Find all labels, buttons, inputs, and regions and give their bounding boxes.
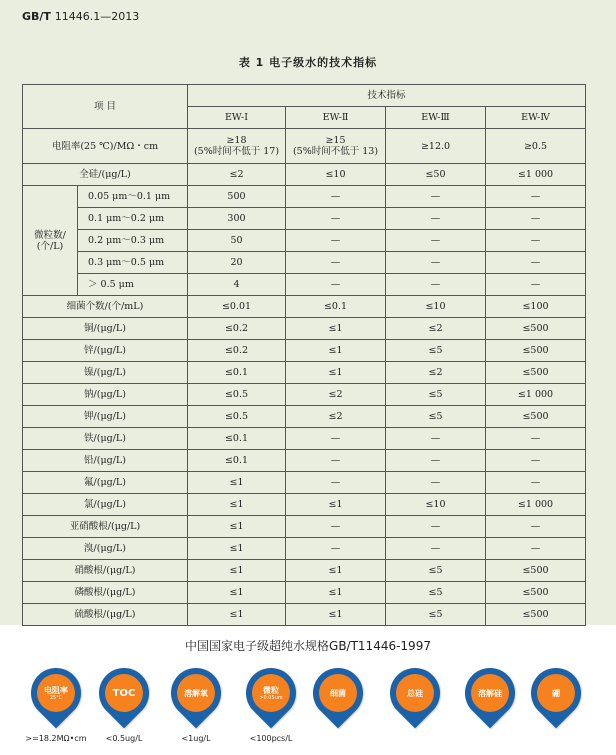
table-cell: ≤5 xyxy=(386,582,486,604)
table-cell: — xyxy=(386,450,486,472)
particle-size-label: 0.05 μm～0.1 μm xyxy=(78,186,188,208)
table-cell: ≤5 xyxy=(386,406,486,428)
map-pin-icon xyxy=(521,658,592,729)
table-cell: — xyxy=(286,230,386,252)
table-cell: ≤1 xyxy=(286,604,386,626)
badge-title: TOC xyxy=(112,687,136,699)
cell-value: ≥18 xyxy=(226,135,247,146)
table-cell: — xyxy=(486,450,586,472)
badge-subtitle: >0.05um xyxy=(259,694,283,701)
table-row xyxy=(23,208,586,230)
table-cell: ≤1 xyxy=(188,516,286,538)
map-pin-icon xyxy=(89,658,160,729)
particle-size-label: 0.2 μm～0.3 μm xyxy=(78,230,188,252)
table-cell: ≤1 xyxy=(286,494,386,516)
badge-title: 硼 xyxy=(552,688,560,698)
particle-group-label xyxy=(23,186,78,296)
row-label: 氟/(μg/L) xyxy=(23,472,188,494)
row-label: 磷酸根/(μg/L) xyxy=(23,582,188,604)
table-cell: — xyxy=(486,230,586,252)
spec-badge xyxy=(236,668,306,755)
table-cell: — xyxy=(386,538,486,560)
table-cell: ≤0.1 xyxy=(286,296,386,318)
row-label: 溴/(μg/L) xyxy=(23,538,188,560)
map-pin-icon xyxy=(161,658,232,729)
table-cell: — xyxy=(386,428,486,450)
table-cell: ≤0.1 xyxy=(188,362,286,384)
table-cell: ≤2 xyxy=(386,318,486,340)
map-pin-icon xyxy=(303,658,374,729)
standard-prefix: GB/T xyxy=(22,10,51,23)
table-cell: ≤500 xyxy=(486,340,586,362)
table-cell: ≤500 xyxy=(486,582,586,604)
table-cell xyxy=(286,129,386,164)
spec-badge xyxy=(380,668,450,755)
table-cell: — xyxy=(386,274,486,296)
row-label: 钠/(μg/L) xyxy=(23,384,188,406)
row-label: 电阻率(25 ℃)/MΩ・cm xyxy=(23,129,188,164)
particle-size-label: 0.1 μm～0.2 μm xyxy=(78,208,188,230)
spec-badge xyxy=(303,668,373,755)
table-cell: ≤10 xyxy=(386,494,486,516)
table-cell: — xyxy=(286,252,386,274)
table-cell: ≤500 xyxy=(486,318,586,340)
row-label: 镍/(μg/L) xyxy=(23,362,188,384)
row-label: 铜/(μg/L) xyxy=(23,318,188,340)
table-row xyxy=(23,604,586,626)
spec-badges xyxy=(0,668,616,755)
cell-note: (5%时间不低于 17) xyxy=(193,146,280,157)
badge-title: 溶解硅 xyxy=(478,688,502,698)
table-cell: ≤1 xyxy=(188,604,286,626)
table-cell: ≤500 xyxy=(486,362,586,384)
map-pin-icon xyxy=(21,658,92,729)
badge-value: <0.5ug/L xyxy=(105,734,143,743)
table-row xyxy=(23,296,586,318)
table-cell: ≤0.2 xyxy=(188,318,286,340)
row-label: 硫酸根/(μg/L) xyxy=(23,604,188,626)
water-spec-table xyxy=(22,84,586,626)
particle-group-line: (个/L) xyxy=(36,240,64,252)
table-cell: ≤0.5 xyxy=(188,384,286,406)
table-row xyxy=(23,230,586,252)
particle-size-label: 0.3 μm～0.5 μm xyxy=(78,252,188,274)
table-cell: 4 xyxy=(188,274,286,296)
table-cell: ≤1 000 xyxy=(486,494,586,516)
table-cell: ≤1 xyxy=(286,582,386,604)
row-label: 全硅/(μg/L) xyxy=(23,164,188,186)
row-label: 铁/(μg/L) xyxy=(23,428,188,450)
table-cell: — xyxy=(286,186,386,208)
row-label: 钾/(μg/L) xyxy=(23,406,188,428)
table-cell xyxy=(188,129,286,164)
table-cell: ≤0.1 xyxy=(188,450,286,472)
map-pin-icon xyxy=(455,658,526,729)
table-cell: ≤500 xyxy=(486,560,586,582)
badge-value: <1ug/L xyxy=(181,734,211,743)
table-row xyxy=(23,340,586,362)
table-cell: ≤0.1 xyxy=(188,428,286,450)
table-cell: — xyxy=(486,428,586,450)
table-cell: ≤0.2 xyxy=(188,340,286,362)
table-cell: — xyxy=(486,516,586,538)
table-cell: ≤1 000 xyxy=(486,384,586,406)
table-row xyxy=(23,560,586,582)
badge-title: 微粒 xyxy=(263,685,279,695)
table-cell: — xyxy=(386,230,486,252)
table-row xyxy=(23,186,586,208)
table-row xyxy=(23,252,586,274)
badge-subtitle: 25°C xyxy=(49,694,63,701)
badge-title: 溶解氧 xyxy=(184,688,208,698)
table-cell: ≤2 xyxy=(286,384,386,406)
table-cell: ≤5 xyxy=(386,340,486,362)
table-row xyxy=(23,362,586,384)
standard-number: 11446.1—2013 xyxy=(54,10,140,23)
header-grade: EW-Ⅰ xyxy=(188,107,286,129)
badge-circle xyxy=(319,674,357,712)
table-cell: ≤0.5 xyxy=(188,406,286,428)
spec-badge xyxy=(455,668,525,755)
table-row xyxy=(23,274,586,296)
badge-circle xyxy=(471,674,509,712)
spec-badge xyxy=(89,668,159,755)
badge-circle xyxy=(37,674,75,712)
table-row xyxy=(23,406,586,428)
table-cell: — xyxy=(486,186,586,208)
table-cell: 50 xyxy=(188,230,286,252)
table-row xyxy=(23,318,586,340)
table-cell: — xyxy=(286,208,386,230)
badge-circle xyxy=(177,674,215,712)
table-cell: — xyxy=(286,274,386,296)
table-cell: — xyxy=(286,428,386,450)
badge-circle xyxy=(252,674,290,712)
spec-badge xyxy=(161,668,231,755)
spec-badge xyxy=(521,668,591,755)
table-cell: — xyxy=(486,472,586,494)
cell-note: (5%时间不低于 13) xyxy=(292,146,379,157)
table-cell: ≤1 xyxy=(286,340,386,362)
table-cell: ≤2 xyxy=(386,362,486,384)
table-cell: ≥12.0 xyxy=(386,129,486,164)
table-row xyxy=(23,428,586,450)
table-row xyxy=(23,472,586,494)
badge-title: 电阻率 xyxy=(44,685,68,695)
badge-value: >=18.2MΩ•cm xyxy=(25,734,87,743)
map-pin-icon xyxy=(380,658,451,729)
table-cell: ≤50 xyxy=(386,164,486,186)
table-cell: ≤1 xyxy=(286,560,386,582)
table-row xyxy=(23,384,586,406)
row-label: 细菌个数/(个/mL) xyxy=(23,296,188,318)
table-row xyxy=(23,129,586,164)
table-cell: — xyxy=(286,538,386,560)
table-cell: — xyxy=(486,252,586,274)
table-title: 表 1 电子级水的技术指标 xyxy=(238,56,378,69)
row-label: 硝酸根/(μg/L) xyxy=(23,560,188,582)
table-cell: ≤10 xyxy=(286,164,386,186)
standard-code xyxy=(22,10,139,23)
table-cell: ≤5 xyxy=(386,604,486,626)
table-header-row xyxy=(23,85,586,107)
table-cell: ≤2 xyxy=(188,164,286,186)
table-cell: 500 xyxy=(188,186,286,208)
map-pin-icon xyxy=(236,658,307,729)
table-cell: ≥0.5 xyxy=(486,129,586,164)
header-spec-group: 技术指标 xyxy=(188,85,586,107)
badge-value: <100pcs/L xyxy=(249,734,293,743)
table-cell: ≤2 xyxy=(286,406,386,428)
table-cell: ≤5 xyxy=(386,560,486,582)
table-cell: ≤1 xyxy=(188,560,286,582)
table-cell: — xyxy=(486,538,586,560)
table-cell: — xyxy=(286,516,386,538)
table-cell: ≤1 xyxy=(188,494,286,516)
table-row xyxy=(23,494,586,516)
badge-circle xyxy=(396,674,434,712)
cell-value: ≥15 xyxy=(325,135,346,146)
table-cell: — xyxy=(386,186,486,208)
particle-size-label: ＞ 0.5 μm xyxy=(78,274,188,296)
table-cell: 20 xyxy=(188,252,286,274)
table-cell: ≤100 xyxy=(486,296,586,318)
image-caption: 中国国家电子级超纯水规格GB/T11446-1997 xyxy=(185,639,431,653)
header-grade: EW-Ⅲ xyxy=(386,107,486,129)
header-item: 项 目 xyxy=(23,85,188,129)
table-cell: 300 xyxy=(188,208,286,230)
table-row xyxy=(23,164,586,186)
table-cell: ≤1 xyxy=(188,582,286,604)
badge-circle xyxy=(105,674,143,712)
badge-circle xyxy=(537,674,575,712)
table-cell: — xyxy=(386,472,486,494)
table-row xyxy=(23,516,586,538)
table-row xyxy=(23,538,586,560)
table-cell: — xyxy=(386,516,486,538)
header-grade: EW-Ⅱ xyxy=(286,107,386,129)
table-cell: — xyxy=(286,450,386,472)
table-cell: ≤1 xyxy=(188,472,286,494)
table-cell: ≤1 xyxy=(188,538,286,560)
table-cell: — xyxy=(286,472,386,494)
table-cell: ≤500 xyxy=(486,604,586,626)
table-cell: ≤1 000 xyxy=(486,164,586,186)
table-cell: ≤1 xyxy=(286,318,386,340)
table-cell: ≤0.01 xyxy=(188,296,286,318)
table-cell: ≤5 xyxy=(386,384,486,406)
table-cell: ≤1 xyxy=(286,362,386,384)
table-cell: — xyxy=(386,252,486,274)
table-cell: — xyxy=(486,274,586,296)
badge-title: 细菌 xyxy=(330,688,346,698)
table-cell: — xyxy=(486,208,586,230)
table-row xyxy=(23,450,586,472)
header-grade: EW-Ⅳ xyxy=(486,107,586,129)
table-cell: — xyxy=(386,208,486,230)
row-label: 铅/(μg/L) xyxy=(23,450,188,472)
badge-title: 总硅 xyxy=(407,688,423,698)
particle-group-line: 微粒数/ xyxy=(34,229,66,241)
table-cell: ≤500 xyxy=(486,406,586,428)
row-label: 氯/(μg/L) xyxy=(23,494,188,516)
row-label: 亚硝酸根/(μg/L) xyxy=(23,516,188,538)
table-row xyxy=(23,582,586,604)
table-cell: ≤10 xyxy=(386,296,486,318)
row-label: 锌/(μg/L) xyxy=(23,340,188,362)
